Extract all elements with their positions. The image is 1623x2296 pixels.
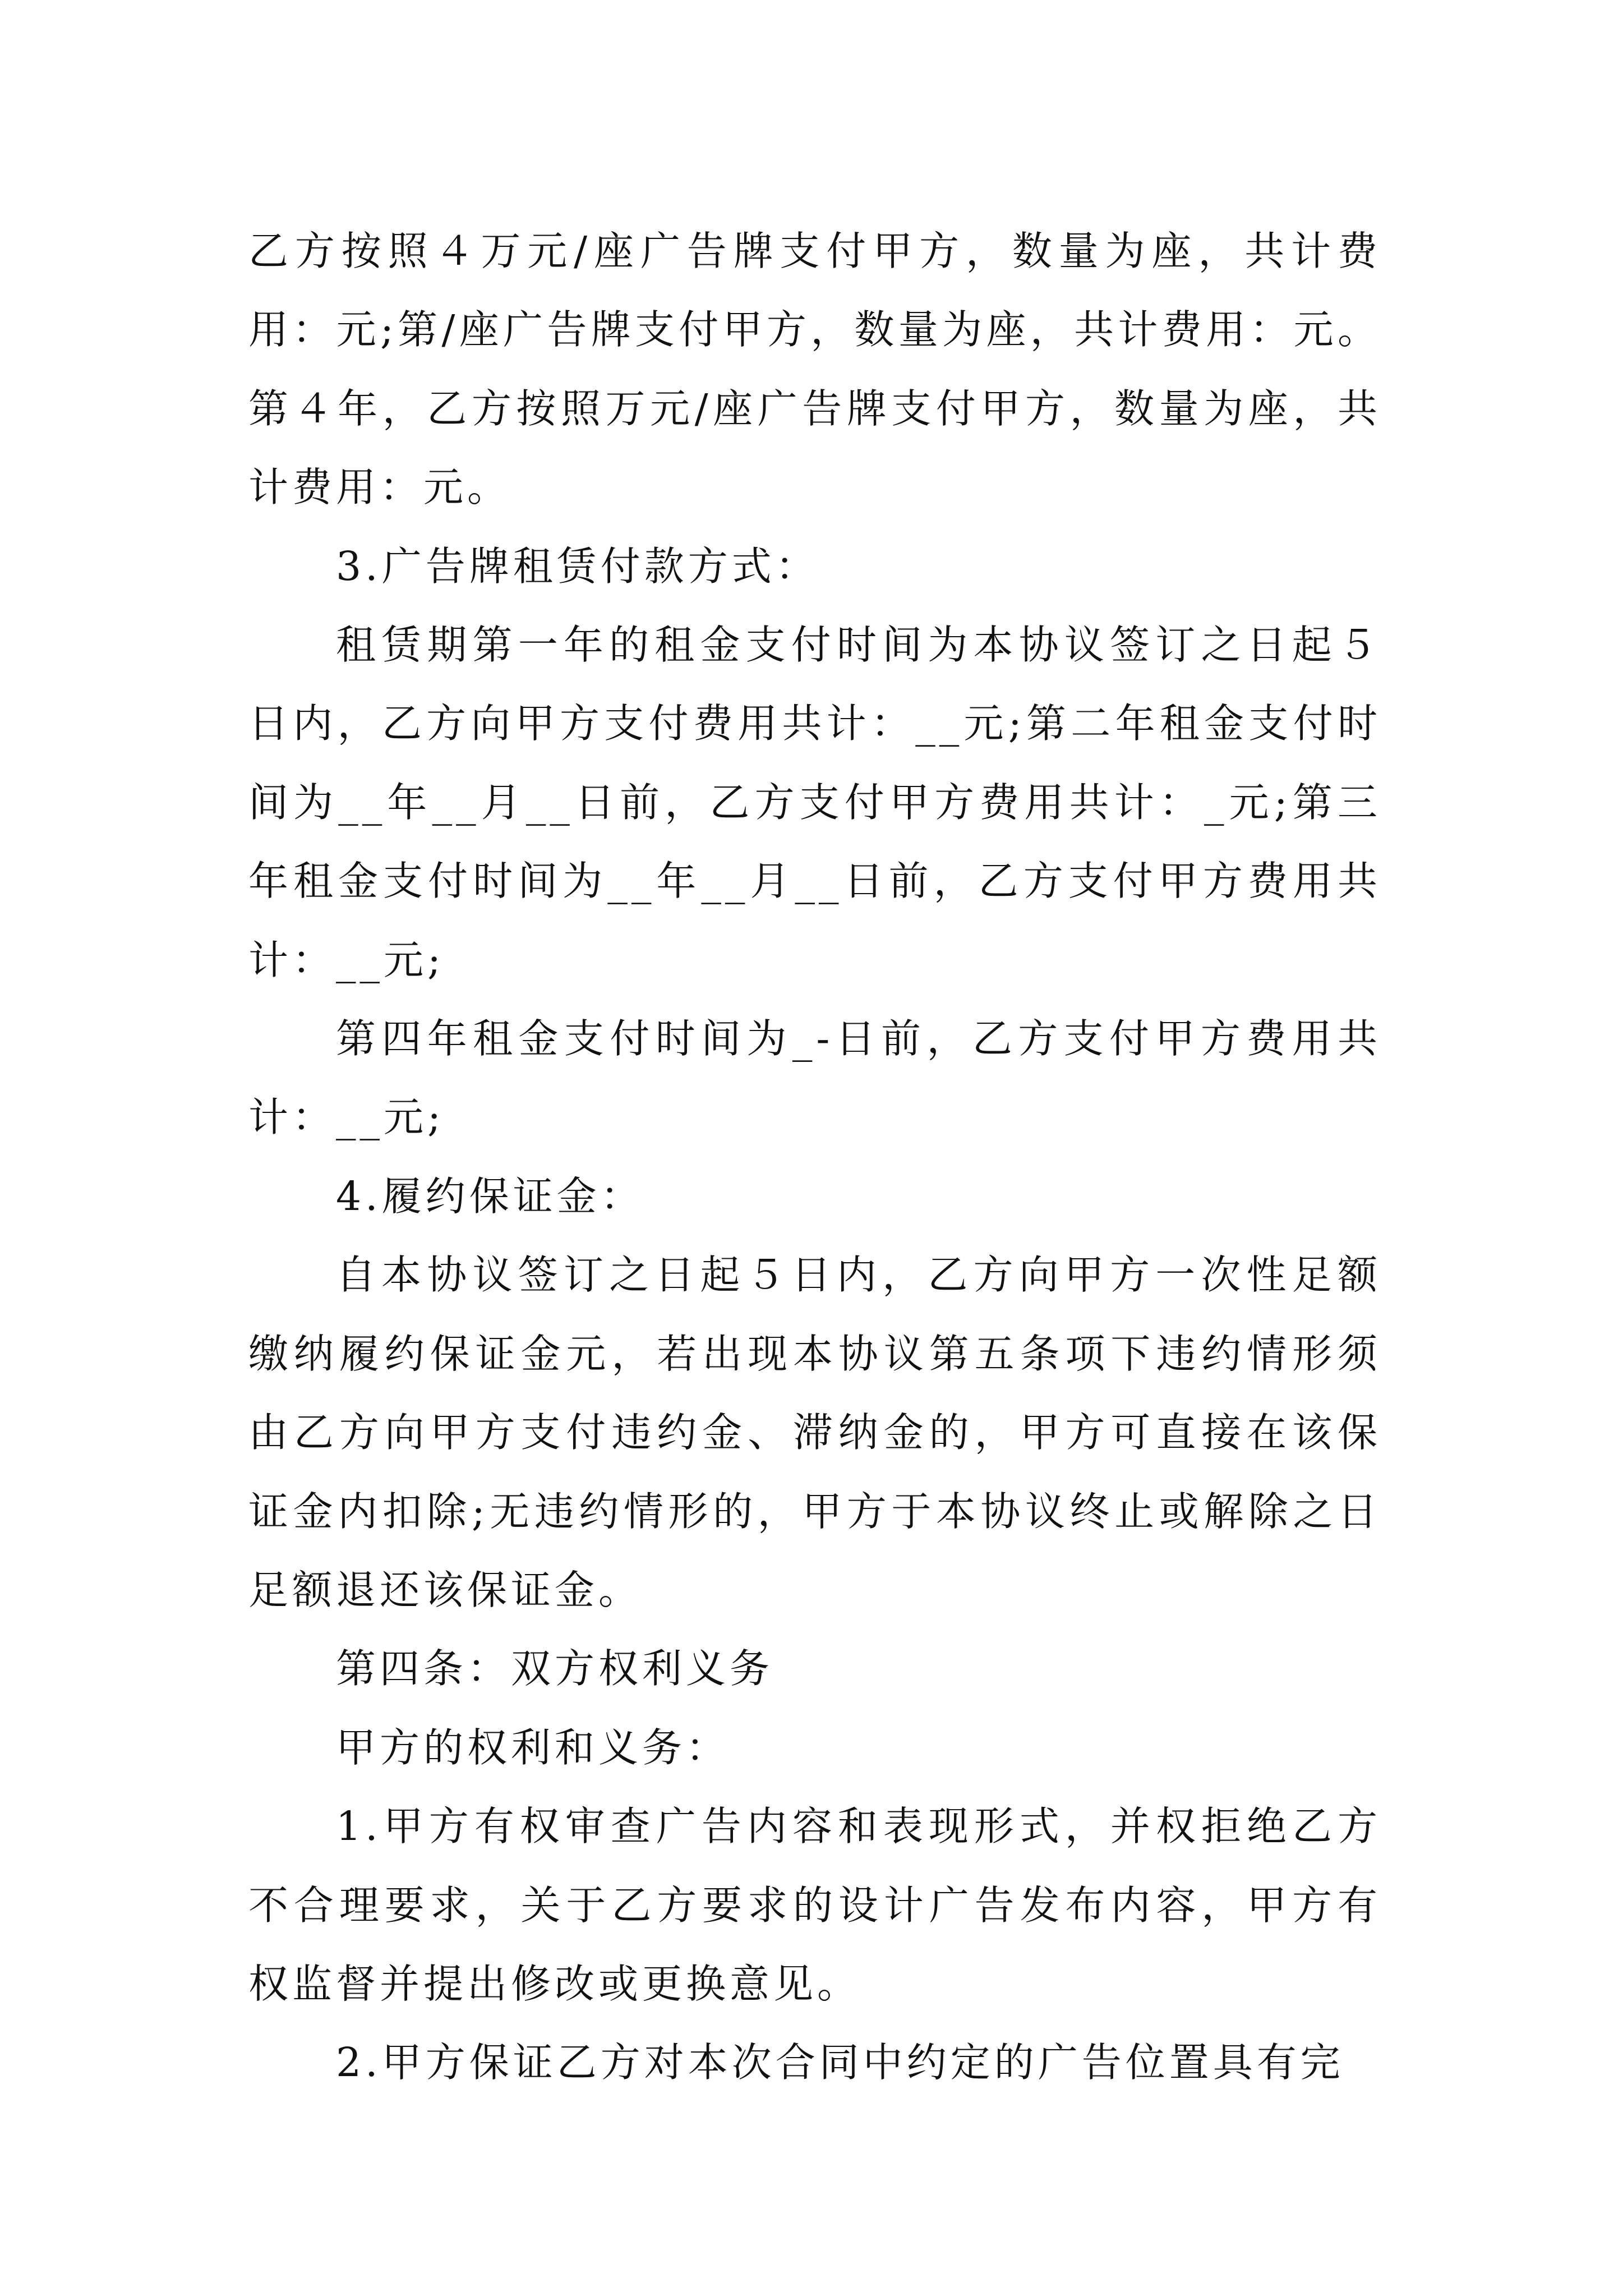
heading-article-four: 第四条：双方权利义务 xyxy=(336,1645,774,1692)
heading-party-a-rights: 甲方的权利和义务： xyxy=(336,1724,730,1771)
heading-performance-bond: 4.履约保证金： xyxy=(336,1172,644,1220)
paragraph-payment-schedule: 租赁期第一年的租金支付时间为本协议签订之日起５日内，乙方向甲方支付费用共计：__元;第二年租金支付时间为__年__月__日前，乙方支付甲方费用共计：_元;第三年租金支付时间为__年__月__日前，乙方支付甲方费用共计：__元; xyxy=(248,622,1381,983)
paragraph-fourth-year: 第四年租金支付时间为_-日前，乙方支付甲方费用共计：__元; xyxy=(248,1015,1381,1141)
paragraph-rates: 乙方按照４万元/座广告牌支付甲方，数量为座，共计费用：元;第/座广告牌支付甲方，数量为座，共计费用：元。第４年，乙方按照万元/座广告牌支付甲方，数量为座，共计费用：元。 xyxy=(248,228,1381,511)
document-page xyxy=(248,212,1381,2102)
paragraph-performance-bond: 自本协议签订之日起５日内，乙方向甲方一次性足额缴纳履约保证金元，若出现本协议第五条项下违约情形须由乙方向甲方支付违约金、滞纳金的，甲方可直接在该保证金内扣除;无违约情形的，甲方于本协议终止或解除之日足额退还该保证金。 xyxy=(248,1251,1381,1613)
paragraph-party-a-right-2: 2.甲方保证乙方对本次合同中约定的广告位置具有完 xyxy=(336,2039,1344,2086)
heading-payment-method: 3.广告牌租赁付款方式： xyxy=(336,542,819,590)
paragraph-party-a-right-1: 1.甲方有权审查广告内容和表现形式，并权拒绝乙方不合理要求，关于乙方要求的设计广告发布内容，甲方有权监督并提出修改或更换意见。 xyxy=(248,1803,1381,2007)
